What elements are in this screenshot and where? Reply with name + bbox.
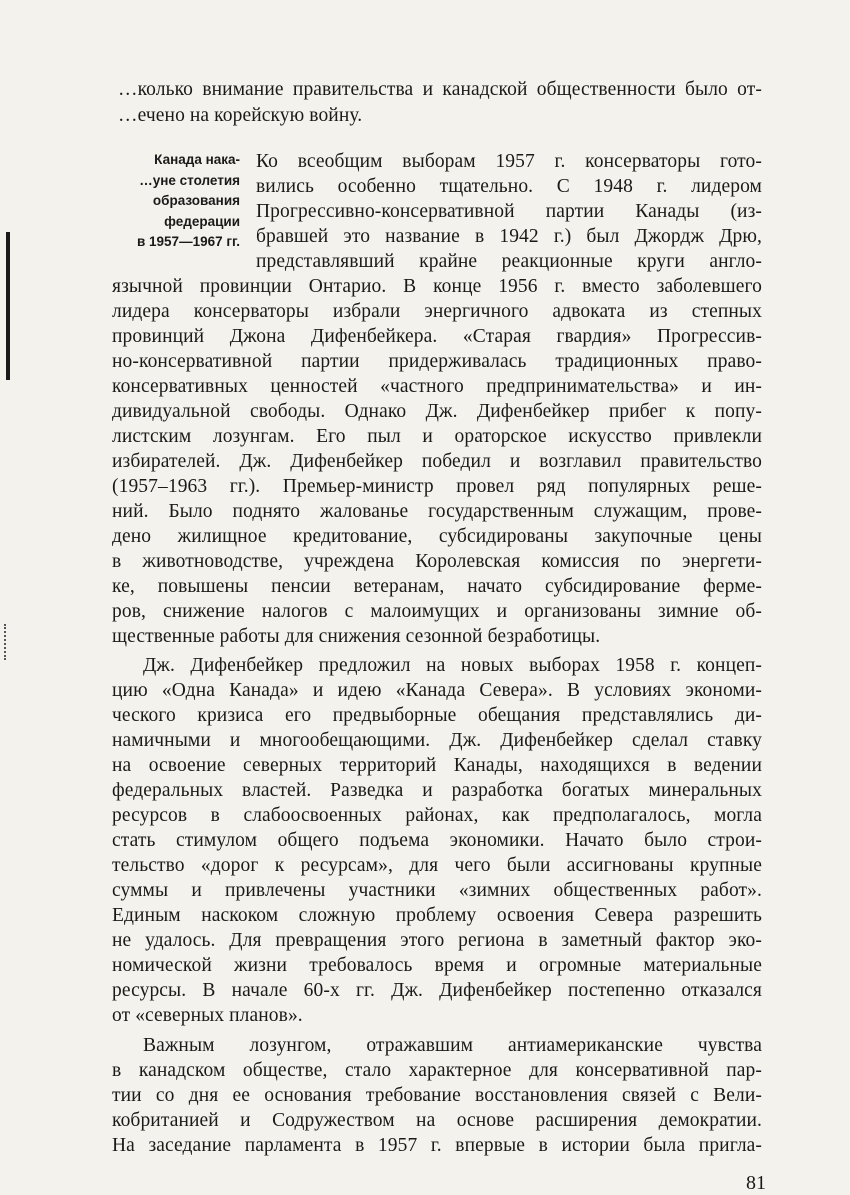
intro-line-0: …колько внимание правительства и канадской общественности было от- xyxy=(118,79,762,100)
para1-line: представлявший крайне реакционные круги англо- xyxy=(256,251,762,272)
para2-line: ресурсы. В начале 60-х гг. Дж. Дифенбейкер постепенно отказался xyxy=(112,980,762,1001)
margin-bar xyxy=(6,232,10,380)
margin-note-line: Канада нака- xyxy=(154,152,240,167)
para1-line: ке, повышены пенсии ветеранам, начато субсидирование ферме- xyxy=(112,576,762,597)
para3-line: На заседание парламента в 1957 г. впервые в истории была пригла- xyxy=(112,1135,762,1156)
para1-line: бравшей это название в 1942 г.) был Джордж Дрю, xyxy=(256,226,762,247)
para3-line: Важным лозунгом, отражавшим антиамериканские чувства xyxy=(143,1035,762,1056)
para2-line: Дж. Дифенбейкер предложил на новых выборах 1958 г. концеп- xyxy=(143,655,762,676)
para1-line: лидера консерваторы избрали энергичного адвоката из степных xyxy=(112,301,762,322)
margin-dots xyxy=(4,624,8,660)
para1-line: Прогрессивно-консервативной партии Канады (из- xyxy=(256,201,762,222)
para2-line: федеральных властей. Разведка и разработка богатых минеральных xyxy=(112,780,762,801)
para1-line: ний. Было поднято жалованье государственным служащим, прове- xyxy=(112,501,762,522)
para1-line: но-консервативной партии придерживалась традиционных право- xyxy=(112,351,762,372)
para1-line: провинций Джона Дифенбейкера. «Старая гвардия» Прогрессив- xyxy=(112,326,762,347)
para1-line: язычной провинции Онтарио. В конце 1956 г. вместо заболевшего xyxy=(112,276,762,297)
para3-line: кобританией и Содружеством на основе расширения демократии. xyxy=(112,1110,762,1131)
page-number: 81 xyxy=(746,1172,766,1194)
para1-line: дивидуальной свободы. Однако Дж. Дифенбейкер прибег к попу- xyxy=(112,401,762,422)
para1-line: консервативных ценностей «частного предпринимательства» и ин- xyxy=(112,376,762,397)
para2-line: не удалось. Для превращения этого региона в заметный фактор эко- xyxy=(112,930,762,951)
para1-line: (1957–1963 гг.). Премьер-министр провел ряд популярных реше- xyxy=(112,476,762,497)
para2-line: намичными и многообещающими. Дж. Дифенбейкер сделал ставку xyxy=(112,730,762,751)
para1-line: вились особенно тщательно. С 1948 г. лидером xyxy=(256,176,762,197)
margin-note-line: федерации xyxy=(164,213,240,229)
para2-line: ческого кризиса его предвыборные обещания представлялись ди- xyxy=(112,705,762,726)
para2-line: цию «Одна Канада» и идею «Канада Севера». В условиях экономи- xyxy=(112,680,762,701)
para2-line: суммы и привлечены участники «зимних общественных работ». xyxy=(112,880,762,901)
para2-line: от «северных планов». xyxy=(112,1005,303,1026)
margin-note-line: …уне столетия xyxy=(139,172,240,188)
para2-line: стать стимулом общего подъема экономики. Начато было строи- xyxy=(112,830,762,851)
para1-line: избирателей. Дж. Дифенбейкер победил и возглавил правительство xyxy=(112,451,762,472)
para3-line: в канадском обществе, стало характерное для консервативной пар- xyxy=(112,1060,762,1081)
para1-line: в животноводстве, учреждена Королевская комиссия по энергети- xyxy=(112,551,762,572)
para3-line: тии со дня ее основания требование восстановления связей с Вели- xyxy=(112,1085,762,1106)
para2-line: тельство «дорог к ресурсам», для чего были ассигнованы крупные xyxy=(112,855,762,876)
margin-note-line: в 1957—1967 гг. xyxy=(136,234,240,249)
para1-line: листским лозунгам. Его пыл и ораторское искусство привлекли xyxy=(112,426,762,447)
para2-line: Единым наскоком сложную проблему освоения Севера разрешить xyxy=(112,905,762,926)
margin-note xyxy=(100,150,240,253)
para2-line: номической жизни требовалось время и огромные материальные xyxy=(112,955,762,976)
para1-line: ров, снижение налогов с малоимущих и организованы зимние об- xyxy=(112,601,762,622)
para2-line: ресурсов в слабоосвоенных районах, как предполагалось, могла xyxy=(112,805,762,826)
margin-note-line: образования xyxy=(152,193,240,208)
intro-line-1: …ечено на корейскую войну. xyxy=(118,105,363,126)
para1-line: дено жилищное кредитование, субсидированы закупочные цены xyxy=(112,526,762,547)
para2-line: на освоение северных территорий Канады, находящихся в ведении xyxy=(112,755,762,776)
para1-line: щественные работы для снижения сезонной безработицы. xyxy=(112,626,601,647)
para1-line: Ко всеобщим выборам 1957 г. консерваторы гото- xyxy=(256,151,762,172)
